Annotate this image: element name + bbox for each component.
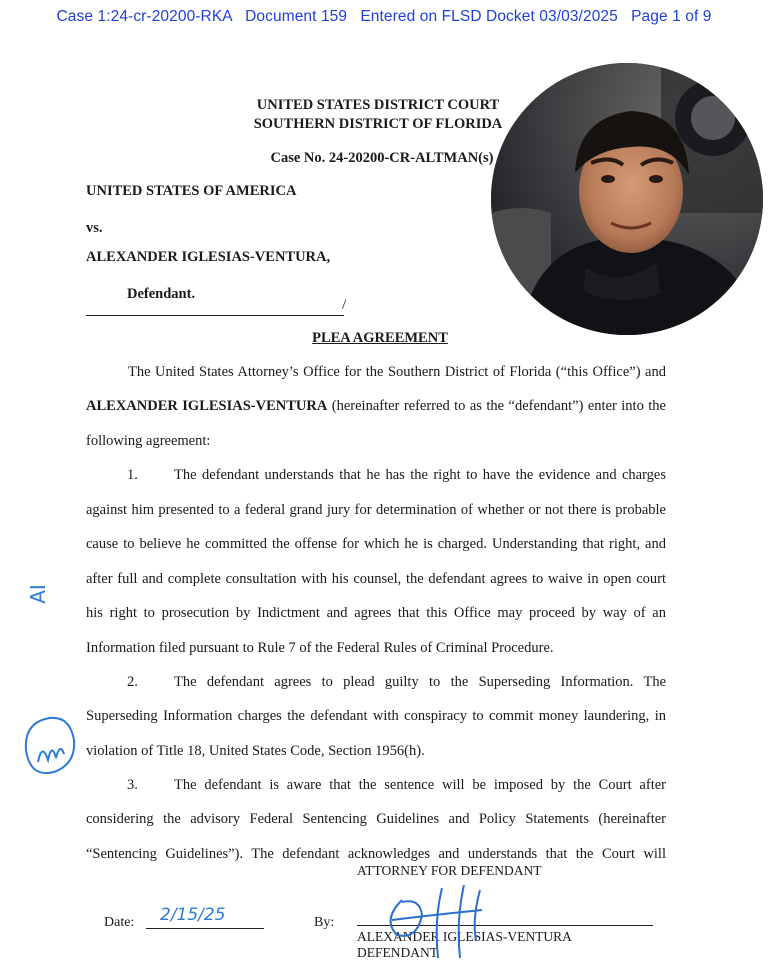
- intro-defendant-name: ALEXANDER IGLESIAS-VENTURA: [86, 398, 328, 414]
- document-number: Document 159: [245, 8, 348, 25]
- paragraph-1-line-4: after full and complete consultation with his counsel, the defendant agrees to waive in open court: [86, 571, 666, 587]
- paragraph-2-line-2: Superseding Information charges the defendant with conspiracy to commit money laundering, in: [86, 708, 666, 724]
- case-number-header: Case 1:24-cr-20200-RKA: [56, 8, 232, 25]
- paragraph-2-line-1: The defendant agrees to plead guilty to the Superseding Information. The: [174, 674, 666, 690]
- docket-header: [0, 8, 768, 26]
- case-number: Case No. 24-20200-CR-ALTMAN(s): [270, 150, 494, 166]
- defendant-label: Defendant.: [127, 286, 196, 302]
- intro-line-1: The United States Attorney’s Office for the Southern District of Florida (“this Office”) and: [128, 364, 666, 380]
- paragraph-3-number: 3.: [127, 777, 138, 793]
- signer-name: ALEXANDER IGLESIAS-VENTURA: [357, 929, 572, 944]
- document-title: PLEA AGREEMENT: [312, 330, 448, 346]
- paragraph-1-line-3: cause to believe he committed the offense for which he is charged. Understanding that right, and: [86, 536, 666, 552]
- paragraph-2-line-3: violation of Title 18, United States Code, Section 1956(h).: [86, 743, 425, 759]
- defendant-signature: [372, 880, 502, 960]
- versus: vs.: [86, 220, 103, 236]
- caption-rule: [86, 315, 344, 316]
- margin-initials: AI: [25, 584, 50, 604]
- paragraph-3-line-2: considering the advisory Federal Sentencing Guidelines and Policy Statements (hereinafter: [86, 811, 666, 827]
- caption-slash: /: [342, 297, 347, 313]
- margin-circled-initials: [20, 712, 80, 782]
- by-label: By:: [314, 915, 335, 930]
- signer-role: DEFENDANT: [357, 945, 438, 960]
- paragraph-1-line-5: his right to prosecution by Indictment and agrees that this Office may proceed by way of an: [86, 605, 666, 621]
- date-line: [146, 928, 264, 929]
- paragraph-1-line-6: Information filed pursuant to Rule 7 of the Federal Rules of Criminal Procedure.: [86, 640, 554, 656]
- defendant-photo: [491, 63, 763, 335]
- defendant-name: ALEXANDER IGLESIAS-VENTURA,: [86, 249, 331, 265]
- paragraph-1-line-2: against him presented to a federal grand jury for determination of whether or not there is probable: [86, 502, 666, 518]
- paragraph-3-line-1: The defendant is aware that the sentence will be imposed by the Court after: [174, 777, 666, 793]
- intro-line-2: [86, 389, 666, 424]
- date-value: 2/15/25: [160, 905, 226, 925]
- attorney-label: ATTORNEY FOR DEFENDANT: [357, 863, 542, 878]
- intro-line-2-rest: (hereinafter referred to as the “defendant”) enter into the: [327, 398, 666, 414]
- page-indicator: Page 1 of 9: [631, 8, 712, 25]
- paragraph-1-number: 1.: [127, 467, 138, 483]
- paragraph-3-line-3: “Sentencing Guidelines”). The defendant acknowledges and understands that the Court will: [86, 846, 666, 862]
- paragraph-1-line-1: The defendant understands that he has the right to have the evidence and charges: [174, 467, 666, 483]
- docket-entry: Entered on FLSD Docket 03/03/2025: [360, 8, 618, 25]
- paragraph-2-number: 2.: [127, 674, 138, 690]
- court-district: SOUTHERN DISTRICT OF FLORIDA: [253, 116, 503, 132]
- date-label: Date:: [104, 915, 135, 930]
- intro-line-3: following agreement:: [86, 433, 211, 449]
- plaintiff-name: UNITED STATES OF AMERICA: [86, 183, 297, 199]
- defendant-photo-image: [491, 63, 763, 335]
- court-name: UNITED STATES DISTRICT COURT: [256, 97, 500, 113]
